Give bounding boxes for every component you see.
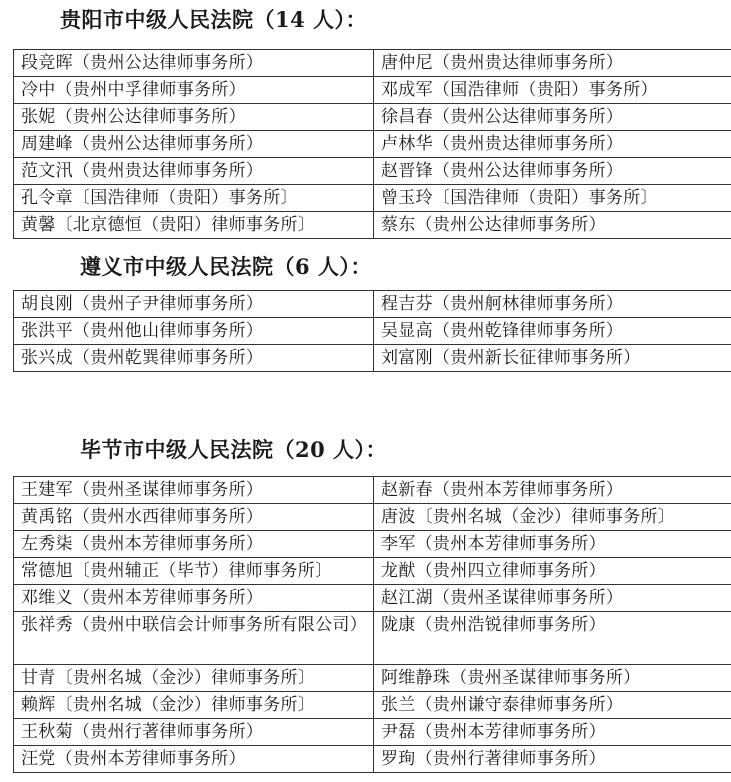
table-cell: 尹磊（贵州本芳律师事务所） <box>374 719 731 746</box>
table-cell: 徐昌春（贵州公达律师事务所） <box>374 104 731 131</box>
table-row <box>14 212 731 239</box>
table-cell: 王建军（贵州圣谋律师事务所） <box>14 477 374 504</box>
table-row <box>14 291 731 318</box>
table-row <box>14 558 731 585</box>
table-cell: 蔡东（贵州公达律师事务所） <box>374 212 731 239</box>
table-cell: 陇康（贵州浩锐律师事务所） <box>374 612 731 665</box>
lawyer-table-zunyi <box>13 290 731 372</box>
table-cell: 赵江湖（贵州圣谋律师事务所） <box>374 585 731 612</box>
table-cell: 王秋菊（贵州行著律师事务所） <box>14 719 374 746</box>
table-cell: 刘富刚（贵州新长征律师事务所） <box>374 345 731 372</box>
table-cell: 张兰（贵州谦守泰律师事务所） <box>374 692 731 719</box>
table-cell: 黄禹铭（贵州水西律师事务所） <box>14 504 374 531</box>
table-row <box>14 131 731 158</box>
table-row <box>14 477 731 504</box>
lawyer-table-bijie <box>13 476 731 773</box>
table-row <box>14 719 731 746</box>
table-cell: 周建峰（贵州公达律师事务所） <box>14 131 374 158</box>
table-cell: 左秀柒（贵州本芳律师事务所） <box>14 531 374 558</box>
table-row <box>14 692 731 719</box>
table-cell: 张兴成（贵州乾巽律师事务所） <box>14 345 374 372</box>
table-cell: 唐仲尼（贵州贵达律师事务所） <box>374 50 731 77</box>
table-row <box>14 746 731 773</box>
table-row <box>14 665 731 692</box>
table-cell: 张祥秀（贵州中联信会计师事务所有限公司） <box>14 612 374 665</box>
table-cell: 常德旭〔贵州辅正（毕节）律师事务所〕 <box>14 558 374 585</box>
table-cell: 邓维义（贵州本芳律师事务所） <box>14 585 374 612</box>
table-cell: 张洪平（贵州他山律师事务所） <box>14 318 374 345</box>
table-cell: 冷中（贵州中孚律师事务所） <box>14 77 374 104</box>
lawyer-table-guiyang <box>13 49 731 239</box>
table-cell: 范文汛（贵州贵达律师事务所） <box>14 158 374 185</box>
table-row <box>14 50 731 77</box>
table-row <box>14 104 731 131</box>
table-cell: 胡良刚（贵州子尹律师事务所） <box>14 291 374 318</box>
table-cell: 程吉芬（贵州舸林律师事务所） <box>374 291 731 318</box>
table-cell: 吴显高（贵州乾锋律师事务所） <box>374 318 731 345</box>
table-cell: 孔令章〔国浩律师（贵阳）事务所〕 <box>14 185 374 212</box>
table-cell: 曾玉玲〔国浩律师（贵阳）事务所〕 <box>374 185 731 212</box>
table-row <box>14 612 731 665</box>
table-cell: 唐波〔贵州名城（金沙）律师事务所〕 <box>374 504 731 531</box>
table-cell: 赵新春（贵州本芳律师事务所） <box>374 477 731 504</box>
table-cell: 甘青〔贵州名城（金沙）律师事务所〕 <box>14 665 374 692</box>
table-row <box>14 345 731 372</box>
table-row <box>14 585 731 612</box>
table-cell: 段竞晖（贵州公达律师事务所） <box>14 50 374 77</box>
table-cell: 罗珣（贵州行著律师事务所） <box>374 746 731 773</box>
table-cell: 龙猷（贵州四立律师事务所） <box>374 558 731 585</box>
table-cell: 赵晋锋（贵州公达律师事务所） <box>374 158 731 185</box>
table-row <box>14 504 731 531</box>
table-cell: 黄馨〔北京德恒（贵阳）律师事务所〕 <box>14 212 374 239</box>
section-heading-guiyang: 贵阳市中级人民法院（14 人）： <box>60 7 368 32</box>
table-row <box>14 185 731 212</box>
table-row <box>14 531 731 558</box>
table-row <box>14 158 731 185</box>
table-row <box>14 318 731 345</box>
table-cell: 张妮（贵州公达律师事务所） <box>14 104 374 131</box>
section-heading-bijie: 毕节市中级人民法院（20 人）： <box>80 437 388 462</box>
table-cell: 赖辉〔贵州名城（金沙）律师事务所〕 <box>14 692 374 719</box>
section-heading-zunyi: 遵义市中级人民法院（6 人）： <box>80 254 372 279</box>
table-cell: 阿维静珠（贵州圣谋律师事务所） <box>374 665 731 692</box>
table-cell: 李军（贵州本芳律师事务所） <box>374 531 731 558</box>
table-cell: 卢林华（贵州贵达律师事务所） <box>374 131 731 158</box>
table-row <box>14 77 731 104</box>
table-cell: 邓成军（国浩律师（贵阳）事务所） <box>374 77 731 104</box>
table-cell: 汪党（贵州本芳律师事务所） <box>14 746 374 773</box>
